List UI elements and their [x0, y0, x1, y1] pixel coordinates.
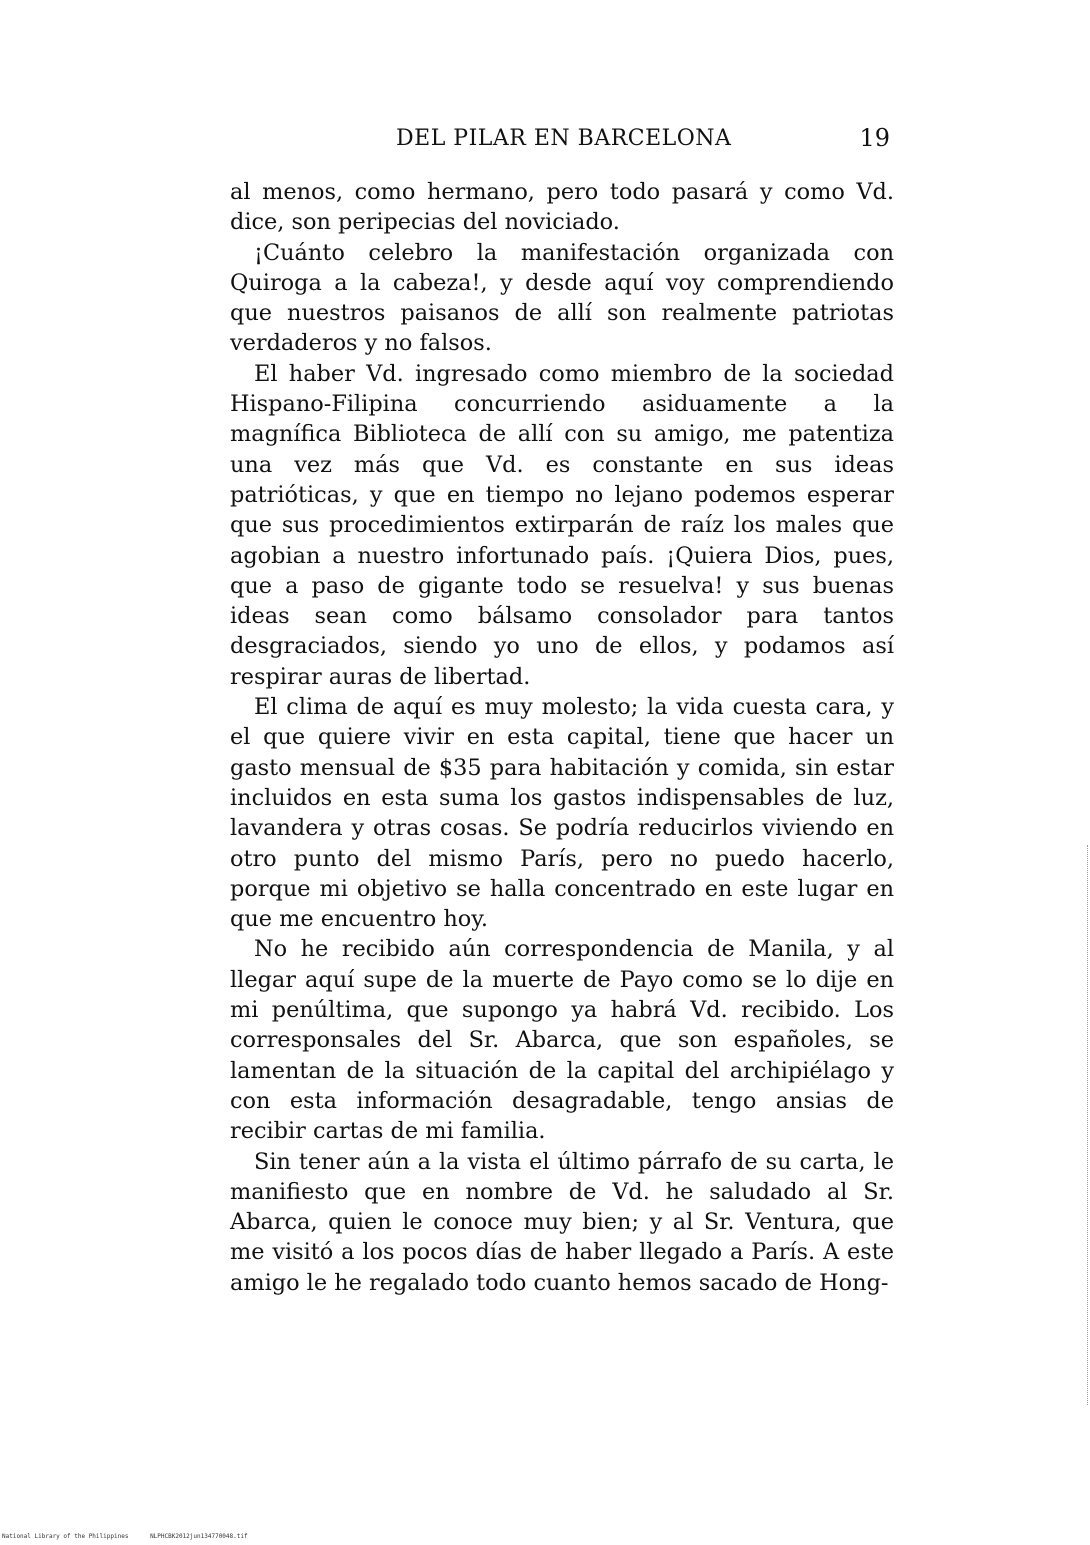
paragraph-hispano-filipina: El haber Vd. ingresado como miembro de la sociedad Hispano-Filipina concurriendo asiduamente a la magnífica Biblioteca de allí con su amigo, me patentiza una vez más que Vd. es constante en sus ideas patrióticas, y que en tiempo no lejano podemos esperar que sus procedimientos extirparán de raíz los males que agobian a nuestro infortunado país. ¡Quiera Dios, pues, que a paso de gigante todo se resuelva! y sus buenas ideas sean como bálsamo consolador para tantos desgraciados, siendo yo uno de ellos, y podamos así respirar auras de libertad.: [230, 360, 894, 690]
page-number: 19: [859, 124, 890, 152]
paragraph-abarca: Sin tener aún a la vista el último párrafo de su carta, le manifiesto que en nombre de Vd. he saludado al Sr. Abarca, quien le conoce muy bien; y al Sr. Ventura, que me visitó a los pocos días de haber llegado a París. A este amigo le he regalado todo cuanto hemos sacado de Hong-: [230, 1148, 894, 1296]
paragraph-climate: El clima de aquí es muy molesto; la vida cuesta cara, y el que quiere vivir en esta capital, tiene que hacer un gasto mensual de $35 para habitación y comida, sin estar incluidos en esta suma los gastos indispensables de luz, lavandera y otras cosas. Se podría reducirlos viviendo en otro punto del mismo París, pero no puedo hacerlo, porque mi objetivo se halla concentrado en este lugar en que me encuentro hoy.: [230, 694, 894, 933]
running-title: DEL PILAR EN BARCELONA: [396, 126, 732, 151]
file-id: NLPHCBK2012jun134770048.tif: [150, 1533, 248, 1540]
library-credit: National Library of the Philippines: [2, 1533, 129, 1540]
paragraph-manila: No he recibido aún correspondencia de Manila, y al llegar aquí supe de la muerte de Payo como se lo dije en mi penúltima, que supongo ya habrá Vd. recibido. Los corresponsales del Sr. Abarca, que son españoles, se lamentan de la situación de la capital del archipiélago y con esta información desagradable, tengo ansias de recibir cartas de mi familia.: [230, 936, 894, 1145]
paragraph-continued: al menos, como hermano, pero todo pasará y como Vd. dice, son peripecias del noviciado.: [230, 179, 894, 236]
scan-footer: [2, 1533, 248, 1540]
running-head: [230, 126, 896, 160]
body-text: [230, 177, 894, 1298]
paragraph-quiroga: ¡Cuánto celebro la manifestación organizada con Quiroga a la cabeza!, y desde aquí voy comprendiendo que nuestros paisanos de allí son realmente patriotas verdaderos y no falsos.: [230, 239, 894, 357]
scan-edge-mark: [1087, 845, 1088, 1405]
